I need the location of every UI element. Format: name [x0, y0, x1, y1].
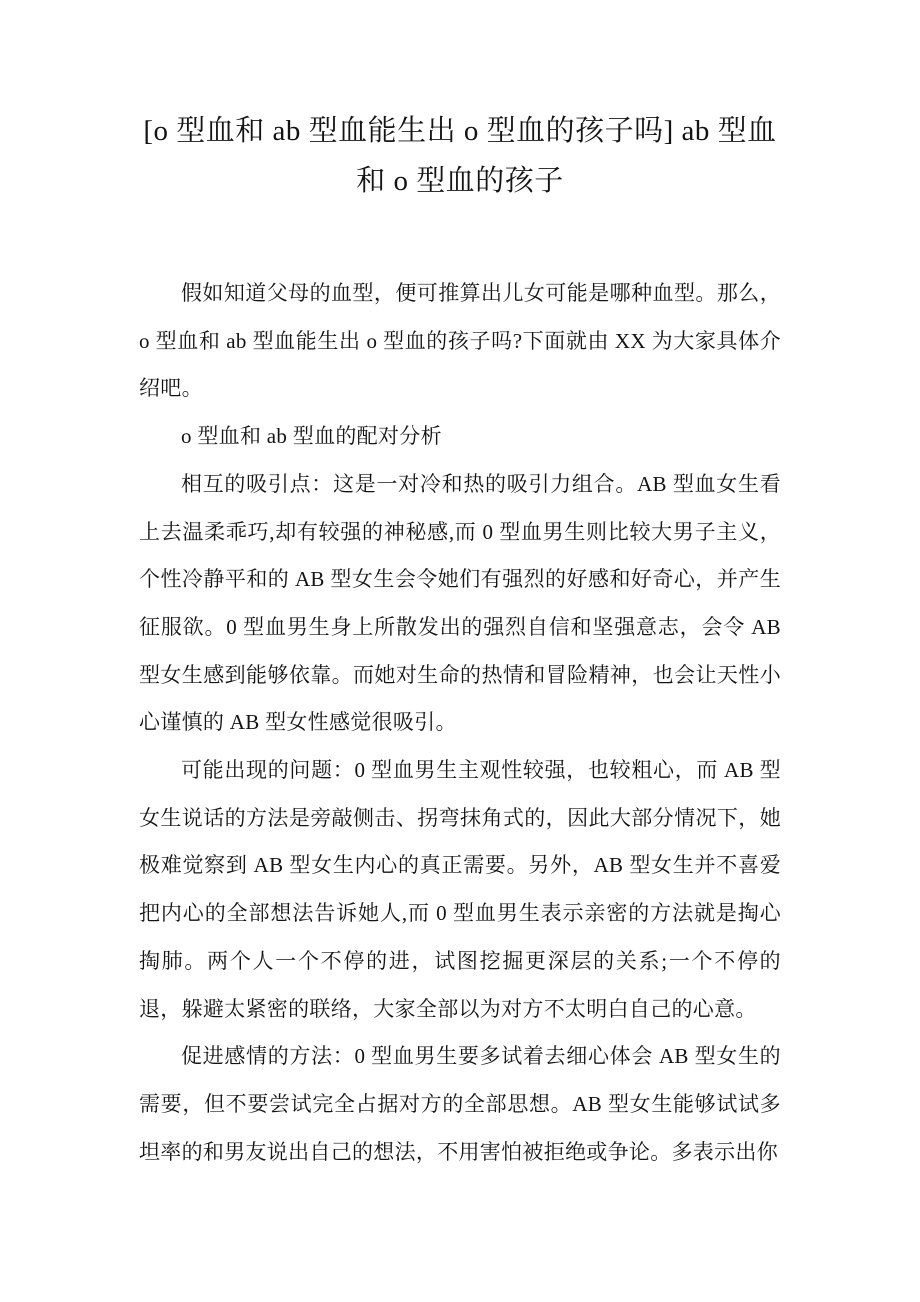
paragraph-attraction-points: 相互的吸引点：这是一对冷和热的吸引力组合。AB 型血女生看上去温柔乖巧,却有较强的神秘感,而 0 型血男生则比较大男子主义，个性冷静平和的 AB 型女生会令她们有强烈的好感和好奇心，并产生征服欲。0 型血男生身上所散发出的强烈自信和坚强意志，会令 AB 型女生感到能够依靠。而她对生命的热情和冒险精神，也会让天性小心谨慎的 AB 型女性感觉很吸引。: [139, 471, 781, 735]
paragraph-possible-problems: 可能出现的问题：0 型血男生主观性较强，也较粗心，而 AB 型女生说话的方法是旁敲侧击、拐弯抹角式的，因此大部分情况下，她极难觉察到 AB 型女生内心的真正需要。另外，AB 型女生并不喜爱把内心的全部想法告诉她人,而 0 型血男生表示亲密的方法就是掏心掏肺。两个人一个不停的进，试图挖掘更深层的关系;一个不停的退，躲避太紧密的联络，大家全部以为对方不太明白自己的心意。: [139, 758, 781, 1021]
document-body: [139, 270, 781, 1176]
paragraph-section-heading: o 型血和 ab 型血的配对分析: [181, 424, 442, 449]
paragraph-intro: 假如知道父母的血型，便可推算出儿女可能是哪种血型。那么，o 型血和 ab 型血能生出 o 型血的孩子吗?下面就由 XX 为大家具体介绍吧。: [139, 281, 781, 401]
paragraph-improve-relationship: 促进感情的方法：0 型血男生要多试着去细心体会 AB 型女生的需要，但不要尝试完全占据对方的全部思想。AB 型女生能够试试多坦率的和男友说出自己的想法，不用害怕被拒绝或争论。多表示出你: [139, 1044, 781, 1164]
document-title: [o 型血和 ab 型血能生出 o 型血的孩子吗] ab 型血和 o 型血的孩子: [143, 115, 777, 197]
